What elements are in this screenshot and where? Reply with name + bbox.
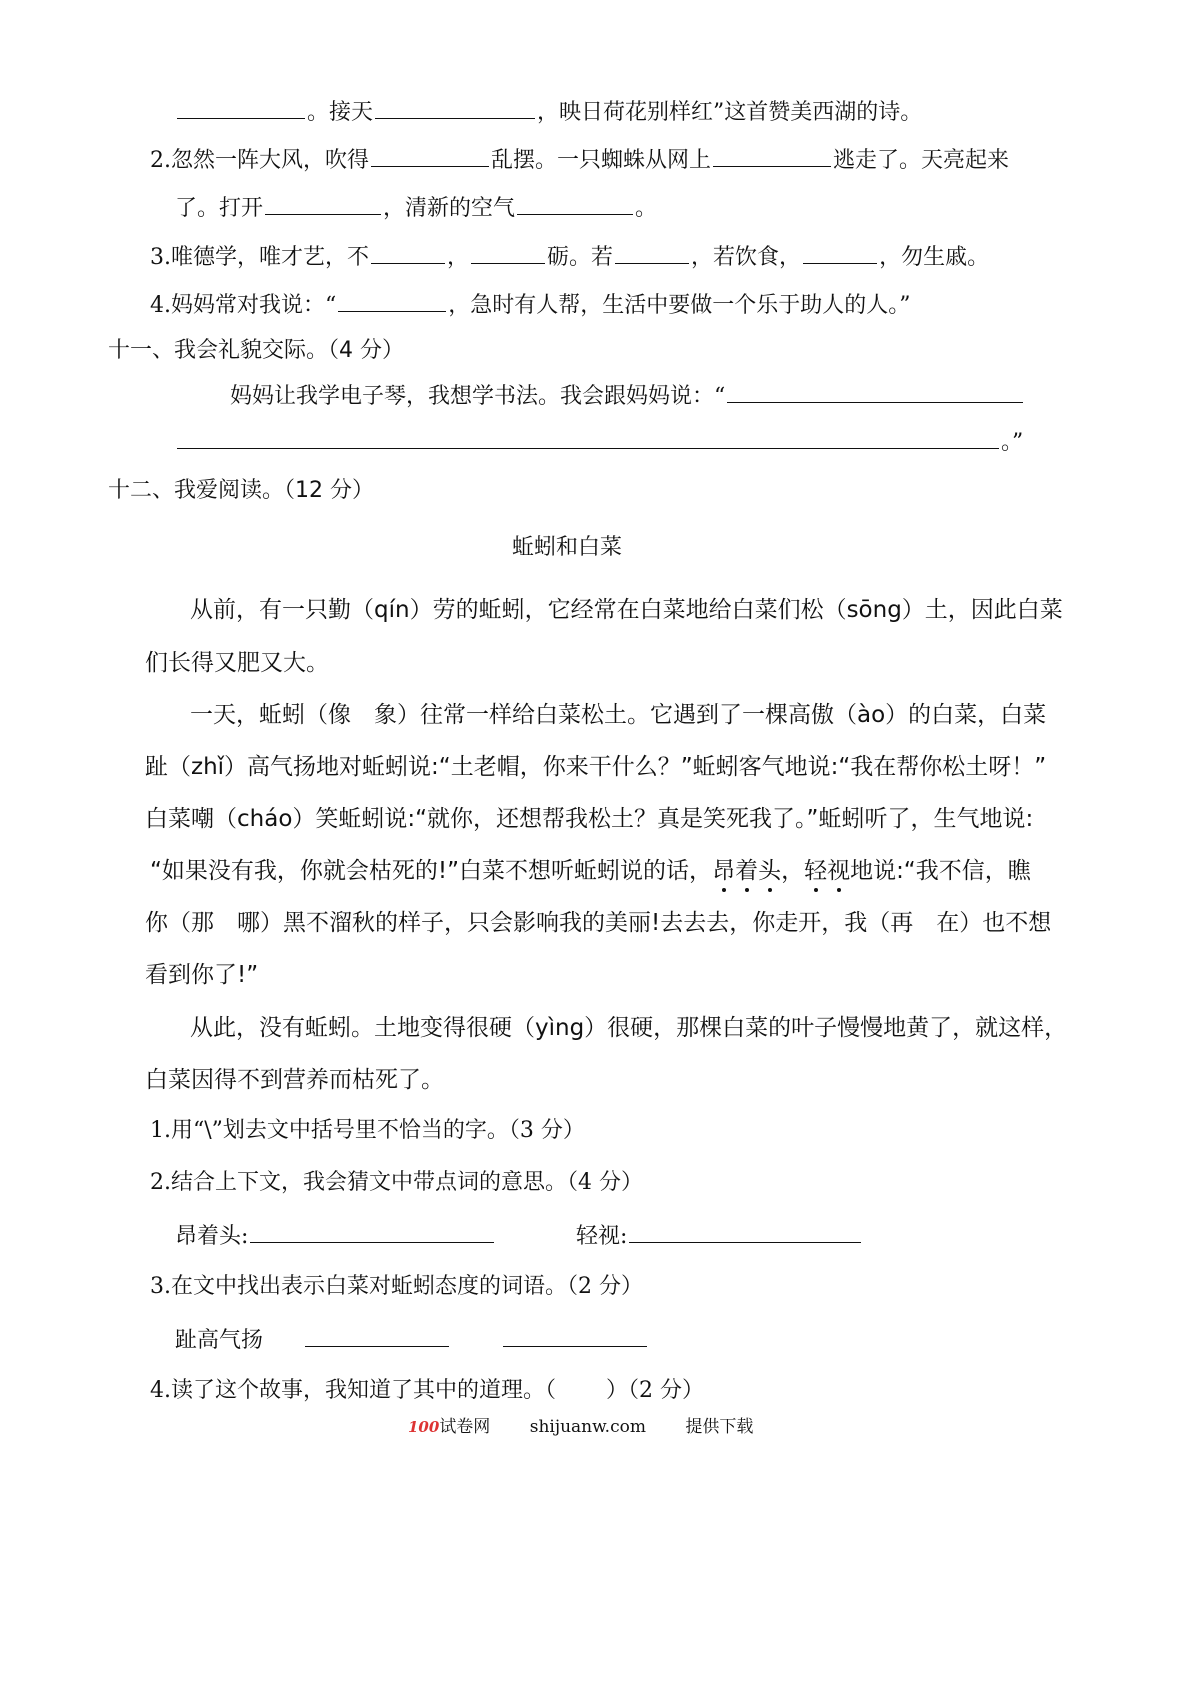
story-p2-line-3: 白菜嘲（cháo）笑蚯蚓说:“就你，还想帮我松土？真是笑死我了。”蚯蚓听了，生气地说: xyxy=(145,806,1034,832)
answer-blank[interactable] xyxy=(338,289,446,312)
story-p2-line-6: 看到你了!” xyxy=(145,962,259,988)
dotted-word-angzhetou: 昂着头 xyxy=(712,855,781,887)
site-logo: 100 xyxy=(408,1418,440,1436)
story-p1-line-1: 从前，有一只勤（qín）劳的蚯蚓，它经常在白菜地给白菜们松（sōng）土，因此白菜 xyxy=(190,597,1063,623)
answer-blank[interactable] xyxy=(265,192,381,215)
reading-question-3-answers: 趾高气扬 xyxy=(175,1324,649,1356)
story-p2-line-4: “如果没有我，你就会枯死的!”白菜不想听蚯蚓说的话，昂着头，轻视地说:“我不信，瞧 xyxy=(150,855,1031,887)
story-p2-line-5: 你（那 哪）黑不溜秋的样子，只会影响我的美丽!去去去，你走开，我（再 在）也不想 xyxy=(145,910,1052,936)
answer-blank[interactable] xyxy=(371,241,445,264)
answer-blank[interactable] xyxy=(713,144,831,167)
poem-tail-line: 。接天 ，映日荷花别样红”这首赞美西湖的诗。 xyxy=(175,96,922,128)
story-p1-line-2: 们长得又肥又大。 xyxy=(145,650,329,676)
answer-blank[interactable] xyxy=(471,241,545,264)
answer-blank[interactable] xyxy=(375,96,535,119)
question-3-line: 3.唯德学，唯才艺，不 ， 砺。若 ，若饮食， ，勿生戚。 xyxy=(150,241,989,273)
reading-question-2-answers: 昂着头: xyxy=(175,1220,496,1252)
answer-blank[interactable] xyxy=(615,241,689,264)
download-note: 提供下载 xyxy=(685,1417,754,1437)
answer-blank[interactable] xyxy=(629,1220,861,1243)
answer-blank[interactable] xyxy=(177,96,305,119)
dotted-word-qingshi: 轻视 xyxy=(804,855,850,887)
reading-question-1: 1.用“\”划去文中括号里不恰当的字。（3 分） xyxy=(150,1118,585,1143)
story-p3-line-1: 从此，没有蚯蚓。土地变得很硬（yìng）很硬，那棵白菜的叶子慢慢地黄了，就这样， xyxy=(190,1015,1068,1041)
section-11-prompt-line: 妈妈让我学电子琴，我想学书法。我会跟妈妈说：“ xyxy=(230,380,1025,412)
story-p3-line-2: 白菜因得不到营养而枯死了。 xyxy=(145,1067,444,1093)
reading-question-3: 3.在文中找出表示白菜对蚯蚓态度的词语。（2 分） xyxy=(150,1274,643,1299)
question-2-line-2: 了。打开 ，清新的空气 。 xyxy=(175,192,657,224)
answer-blank[interactable] xyxy=(803,241,877,264)
reading-question-2: 2.结合上下文，我会猜文中带点词的意思。（4 分） xyxy=(150,1170,643,1195)
story-p2-line-1: 一天，蚯蚓（像 象）往常一样给白菜松土。它遇到了一棵高傲（ào）的白菜，白菜 xyxy=(190,702,1047,728)
reading-question-2-answers-b: 轻视: xyxy=(576,1220,863,1252)
story-p2-line-2: 趾（zhǐ）高气扬地对蚯蚓说:“土老帽，你来干什么？”蚯蚓客气地说:“我在帮你松土呀！” xyxy=(145,754,1047,780)
question-4-line: 4.妈妈常对我说：“ ，急时有人帮，生活中要做一个乐于助人的人。” xyxy=(150,289,911,321)
story-title: 蚯蚓和白菜 xyxy=(512,535,623,560)
section-11-answer-line: 。” xyxy=(175,426,1023,458)
question-2-line-1: 2.忽然一阵大风，吹得 乱摆。一只蜘蛛从网上 逃走了。天亮起来 xyxy=(150,144,1009,176)
page-footer xyxy=(408,1412,753,1442)
answer-blank[interactable] xyxy=(177,426,999,449)
answer-blank[interactable] xyxy=(727,380,1023,403)
answer-blank[interactable] xyxy=(503,1324,647,1347)
answer-blank[interactable] xyxy=(517,192,633,215)
section-11-title: 十一、我会礼貌交际。（4 分） xyxy=(108,338,404,363)
answer-blank[interactable] xyxy=(371,144,489,167)
reading-question-4: 4.读了这个故事，我知道了其中的道理。（ ）（2 分） xyxy=(150,1378,704,1403)
section-12-title: 十二、我爱阅读。（12 分） xyxy=(108,478,374,503)
answer-blank[interactable] xyxy=(305,1324,449,1347)
site-domain[interactable]: shijuanw.com xyxy=(529,1417,646,1437)
site-name: 试卷网 xyxy=(439,1417,491,1437)
answer-blank[interactable] xyxy=(250,1220,494,1243)
